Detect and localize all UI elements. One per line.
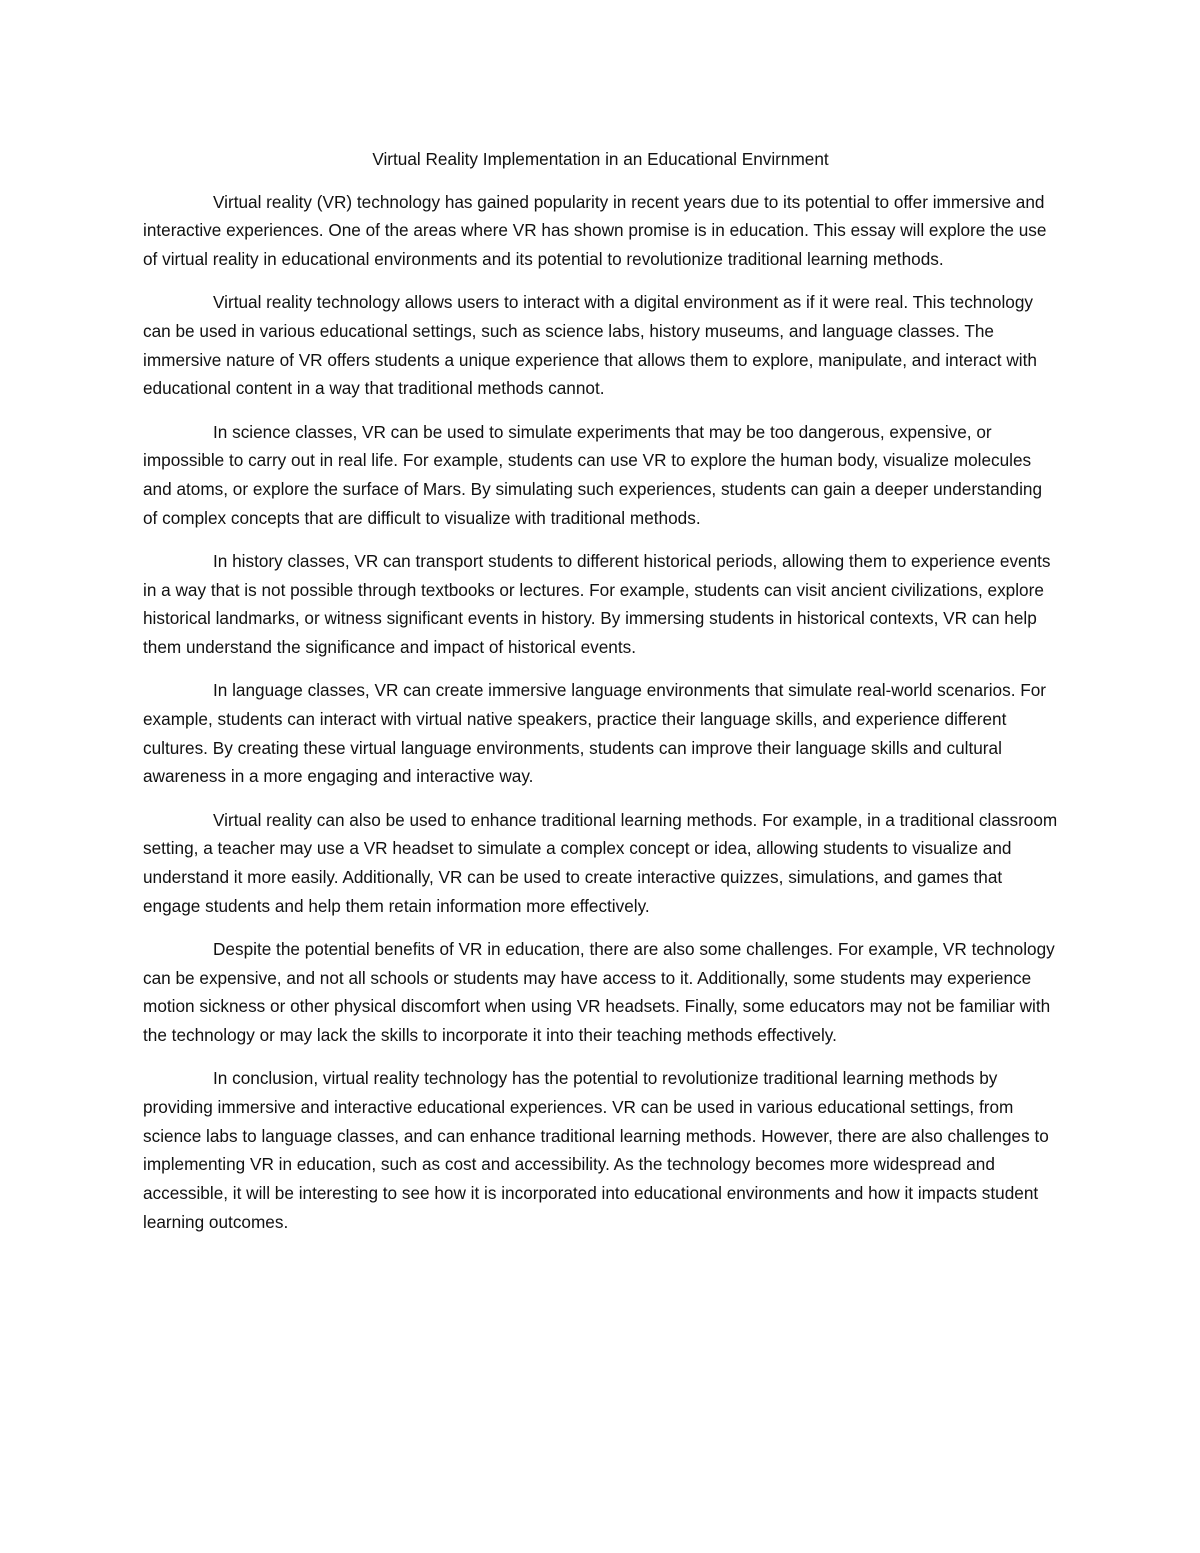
paragraph-conclusion: In conclusion, virtual reality technology has the potential to revolutionize traditional learning methods by providing immersive and interactive educational experiences. VR can be used in various educational settings, from science labs to language classes, and can enhance traditional learning methods. However, there are also challenges to implementing VR in education, such as cost and accessibility. As the technology becomes more widespread and accessible, it will be interesting to see how it is incorporated into educational environments and how it impacts student learning outcomes. <box>143 1068 1049 1232</box>
paragraph-science-classes: In science classes, VR can be used to simulate experiments that may be too dangerous, expensive, or impossible to carry out in real life. For example, students can use VR to explore the human body, visualize molecules and atoms, or explore the surface of Mars. By simulating such experiences, students can gain a deeper understanding of complex concepts that are difficult to visualize with traditional methods. <box>143 421 1043 528</box>
paragraph-history-classes: In history classes, VR can transport students to different historical periods, allowing them to experience events in a way that is not possible through textbooks or lectures. For example, students can visit ancient civilizations, explore historical landmarks, or witness significant events in history. By immersing students in historical contexts, VR can help them understand the significance and impact of historical events. <box>143 550 1051 658</box>
paragraph-traditional-methods: Virtual reality can also be used to enhance traditional learning methods. For example, in a traditional classroom setting, a teacher may use a VR headset to simulate a complex concept or idea, allowing students to visualize and understand it more easily. Additionally, VR can be used to create interactive quizzes, simulations, and games that engage students and help them retain information more effectively. <box>143 809 1058 916</box>
paragraph-intro: Virtual reality (VR) technology has gained popularity in recent years due to its potential to offer immersive and interactive experiences. One of the areas where VR has shown promise is in education. This essay will explore the use of virtual reality in educational environments and its potential to revolutionize traditional learning methods. <box>143 191 1047 270</box>
document-body <box>143 145 1058 1251</box>
paragraph-vr-overview: Virtual reality technology allows users to interact with a digital environment as if it were real. This technology can be used in various educational settings, such as science labs, history museums, and language classes. The immersive nature of VR offers students a unique experience that allows them to explore, manipulate, and interact with educational content in a way that traditional methods cannot. <box>143 292 1037 399</box>
document-title: Virtual Reality Implementation in an Educational Envirnment <box>372 149 829 169</box>
paragraph-challenges: Despite the potential benefits of VR in education, there are also some challenges. For example, VR technology can be expensive, and not all schools or students may have access to it. Additionally, some students may experience motion sickness or other physical discomfort when using VR headsets. Finally, some educators may not be familiar with the technology or may lack the skills to incorporate it into their teaching methods effectively. <box>143 938 1055 1045</box>
paragraph-language-classes: In language classes, VR can create immersive language environments that simulate real-world scenarios. For example, students can interact with virtual native speakers, practice their language skills, and experience different cultures. By creating these virtual language environments, students can improve their language skills and cultural awareness in a more engaging and interactive way. <box>143 680 1047 787</box>
